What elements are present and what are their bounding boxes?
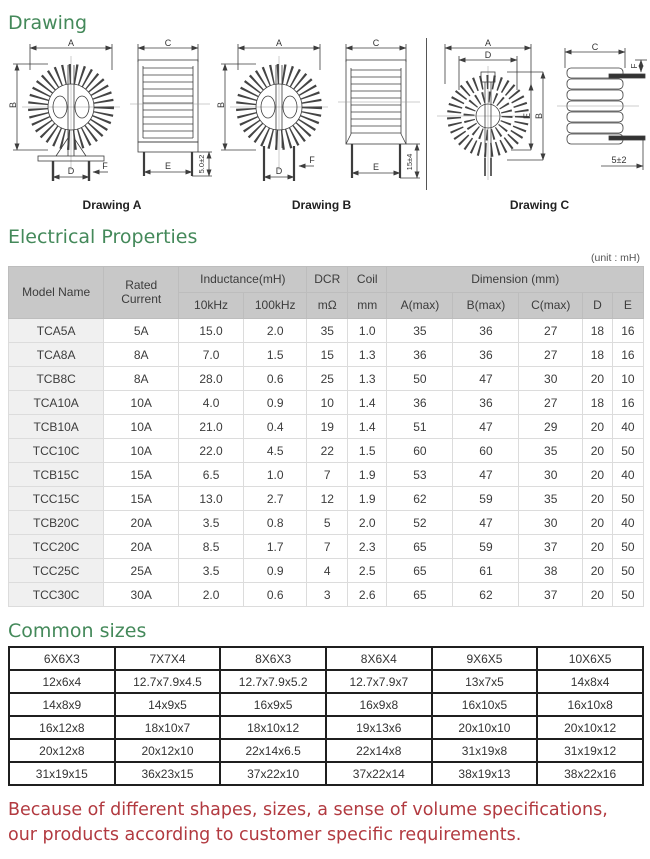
cell: 2.0: [179, 583, 244, 607]
cell: 22.0: [179, 439, 244, 463]
size-cell: 37x22x10: [220, 762, 326, 785]
cell: 21.0: [179, 415, 244, 439]
cell: 47: [453, 367, 519, 391]
drawing-group-c: [427, 38, 650, 212]
model-name-cell: TCC20C: [9, 535, 104, 559]
cell: 35: [519, 487, 583, 511]
cell: 1.4: [348, 415, 387, 439]
size-cell: 19x13x6: [326, 716, 432, 739]
cell: 2.0: [243, 319, 307, 343]
col-header-rated: Rated Current: [104, 267, 179, 319]
cell: 2.5: [348, 559, 387, 583]
cell: 0.8: [243, 511, 307, 535]
cell: 18: [582, 343, 612, 367]
model-name-cell: TCA8A: [9, 343, 104, 367]
cell: 16: [612, 391, 643, 415]
cell: 36: [453, 319, 519, 343]
model-name-cell: TCB15C: [9, 463, 104, 487]
cell: 35: [307, 319, 348, 343]
dim-label-d: D: [67, 166, 75, 176]
cell: 25: [307, 367, 348, 391]
cell: 47: [453, 511, 519, 535]
cell: 2.6: [348, 583, 387, 607]
dim-label-a: A: [484, 38, 492, 48]
cell: 18: [582, 391, 612, 415]
drawing-c-front-view: [427, 38, 551, 190]
cell: 19: [307, 415, 348, 439]
electrical-table: [8, 266, 644, 607]
drawing-b-views: [216, 38, 427, 190]
cell: 20: [582, 367, 612, 391]
drawing-c-side-view: [551, 38, 650, 190]
size-row: [9, 739, 643, 762]
col-header-model: Model Name: [9, 267, 104, 319]
cell: 20: [582, 415, 612, 439]
cell: 10A: [104, 439, 179, 463]
cell: 59: [453, 535, 519, 559]
cell: 20: [582, 439, 612, 463]
cell: 0.6: [243, 367, 307, 391]
cell: 50: [612, 535, 643, 559]
cell: 20: [582, 535, 612, 559]
col-header-d: D: [582, 293, 612, 319]
size-cell: 14x9x5: [115, 693, 221, 716]
model-name-cell: TCB8C: [9, 367, 104, 391]
size-cell: 14x8x9: [9, 693, 115, 716]
size-cell: 20x12x10: [115, 739, 221, 762]
dim-label-a: A: [275, 38, 283, 48]
size-cell: 20x12x8: [9, 739, 115, 762]
col-header-coil: Coil: [348, 267, 387, 293]
cell: 16: [612, 343, 643, 367]
dim-label-e: E: [522, 112, 532, 120]
cell: 15A: [104, 463, 179, 487]
model-name-cell: TCB10A: [9, 415, 104, 439]
drawing-b-side-view: [334, 38, 426, 190]
drawing-a-front-view: [8, 38, 126, 190]
size-cell: 31x19x8: [432, 739, 538, 762]
dim-label-b: B: [8, 101, 18, 109]
size-cell: 16x9x8: [326, 693, 432, 716]
table-row: [9, 319, 644, 343]
cell: 27: [519, 319, 583, 343]
table-row: [9, 463, 644, 487]
drawing-b-label: Drawing B: [291, 198, 352, 212]
cell: 50: [387, 367, 453, 391]
drawing-group-a: [8, 38, 216, 212]
col-header-amax: A(max): [387, 293, 453, 319]
cell: 8A: [104, 367, 179, 391]
cell: 1.5: [243, 343, 307, 367]
cell: 1.9: [348, 463, 387, 487]
cell: 60: [453, 439, 519, 463]
cell: 37: [519, 583, 583, 607]
cell: 65: [387, 583, 453, 607]
dim-label-b: B: [534, 112, 544, 120]
cell: 2.0: [348, 511, 387, 535]
size-cell: 31x19x15: [9, 762, 115, 785]
footer-note-line-2: our products according to customer specific requirements.: [8, 825, 522, 846]
common-sizes-table: [8, 646, 644, 786]
table-row: [9, 535, 644, 559]
size-cell: 16x10x5: [432, 693, 538, 716]
size-cell: 12.7x7.9x4.5: [115, 670, 221, 693]
cell: 1.7: [243, 535, 307, 559]
cell: 52: [387, 511, 453, 535]
cell: 50: [612, 487, 643, 511]
cell: 20: [582, 511, 612, 535]
col-header-dcr: DCR: [307, 267, 348, 293]
cell: 30: [519, 511, 583, 535]
dim-label-b: B: [216, 101, 226, 109]
col-header-bmax: B(max): [453, 293, 519, 319]
cell: 27: [519, 343, 583, 367]
table-row: [9, 439, 644, 463]
size-cell: 8X6X3: [220, 647, 326, 670]
dim-label-f: F: [630, 63, 639, 69]
cell: 7: [307, 463, 348, 487]
cell: 36: [453, 391, 519, 415]
dim-label-d: D: [275, 166, 283, 176]
cell: 20: [582, 463, 612, 487]
col-header-e: E: [612, 293, 643, 319]
cell: 38: [519, 559, 583, 583]
drawing-c-views: [427, 38, 650, 190]
cell: 7.0: [179, 343, 244, 367]
cell: 0.9: [243, 559, 307, 583]
unit-note: (unit : mH): [590, 252, 640, 264]
cell: 0.9: [243, 391, 307, 415]
drawing-heading: Drawing: [8, 12, 88, 34]
col-header-cmax: C(max): [519, 293, 583, 319]
cell: 37: [519, 535, 583, 559]
dim-label-c: C: [164, 38, 172, 48]
cell: 47: [453, 463, 519, 487]
model-name-cell: TCA5A: [9, 319, 104, 343]
table-row: [9, 415, 644, 439]
drawing-c-label: Drawing C: [509, 198, 570, 212]
cell: 36: [387, 391, 453, 415]
cell: 1.4: [348, 391, 387, 415]
dim-label-f: F: [102, 161, 108, 171]
table-row: [9, 559, 644, 583]
cell: 10: [612, 367, 643, 391]
size-cell: 37x22x14: [326, 762, 432, 785]
col-header-inductance: Inductance(mH): [179, 267, 307, 293]
cell: 30: [519, 367, 583, 391]
model-name-cell: TCC15C: [9, 487, 104, 511]
cell: 40: [612, 511, 643, 535]
table-row: [9, 343, 644, 367]
cell: 15: [307, 343, 348, 367]
cell: 65: [387, 535, 453, 559]
model-name-cell: TCC25C: [9, 559, 104, 583]
cell: 29: [519, 415, 583, 439]
footer-note: [8, 798, 642, 849]
size-cell: 20x10x12: [537, 716, 643, 739]
cell: 3.5: [179, 559, 244, 583]
table-row: [9, 367, 644, 391]
cell: 62: [387, 487, 453, 511]
cell: 62: [453, 583, 519, 607]
size-cell: 12.7x7.9x5.2: [220, 670, 326, 693]
dim-label-tol-a: 5.0±2: [197, 154, 206, 174]
size-cell: 18x10x7: [115, 716, 221, 739]
size-cell: 38x22x16: [537, 762, 643, 785]
cell: 18: [582, 319, 612, 343]
table-row: [9, 391, 644, 415]
dim-label-f: F: [309, 155, 315, 165]
cell: 40: [612, 463, 643, 487]
cell: 10A: [104, 391, 179, 415]
cell: 36: [453, 343, 519, 367]
drawing-a-side-view: [126, 38, 216, 190]
cell: 0.4: [243, 415, 307, 439]
drawing-a-views: [8, 38, 216, 190]
size-row: [9, 670, 643, 693]
cell: 1.3: [348, 343, 387, 367]
cell: 4.5: [243, 439, 307, 463]
size-cell: 20x10x10: [432, 716, 538, 739]
dim-label-e: E: [372, 162, 380, 172]
drawing-b-front-view: [216, 38, 334, 190]
cell: 25A: [104, 559, 179, 583]
cell: 61: [453, 559, 519, 583]
size-cell: 10X6X5: [537, 647, 643, 670]
size-cell: 16x10x8: [537, 693, 643, 716]
cell: 7: [307, 535, 348, 559]
size-cell: 8X6X4: [326, 647, 432, 670]
cell: 10A: [104, 415, 179, 439]
cell: 1.5: [348, 439, 387, 463]
cell: 0.6: [243, 583, 307, 607]
size-row: [9, 716, 643, 739]
size-row: [9, 762, 643, 785]
size-cell: 14x8x4: [537, 670, 643, 693]
size-cell: 16x12x8: [9, 716, 115, 739]
size-row: [9, 647, 643, 670]
col-header-10khz: 10kHz: [179, 293, 244, 319]
cell: 1.3: [348, 367, 387, 391]
cell: 20A: [104, 511, 179, 535]
model-name-cell: TCB20C: [9, 511, 104, 535]
cell: 60: [387, 439, 453, 463]
cell: 6.5: [179, 463, 244, 487]
cell: 12: [307, 487, 348, 511]
size-cell: 36x23x15: [115, 762, 221, 785]
dim-label-e: E: [164, 161, 172, 171]
table-row: [9, 487, 644, 511]
cell: 20: [582, 559, 612, 583]
size-cell: 16x9x5: [220, 693, 326, 716]
size-row: [9, 693, 643, 716]
size-cell: 31x19x12: [537, 739, 643, 762]
cell: 22: [307, 439, 348, 463]
cell: 20A: [104, 535, 179, 559]
cell: 20: [582, 583, 612, 607]
size-cell: 7X7X4: [115, 647, 221, 670]
common-sizes-heading: Common sizes: [8, 620, 147, 642]
size-cell: 38x19x13: [432, 762, 538, 785]
table-row: [9, 583, 644, 607]
dim-label-tol-c: 5±2: [611, 155, 627, 165]
cell: 1.0: [348, 319, 387, 343]
cell: 1.9: [348, 487, 387, 511]
cell: 2.7: [243, 487, 307, 511]
electrical-heading: Electrical Properties: [8, 226, 198, 248]
size-cell: 22x14x6.5: [220, 739, 326, 762]
col-header-dcr-unit: mΩ: [307, 293, 348, 319]
cell: 10: [307, 391, 348, 415]
drawing-a-label: Drawing A: [82, 198, 142, 212]
size-cell: 13x7x5: [432, 670, 538, 693]
cell: 5: [307, 511, 348, 535]
cell: 8A: [104, 343, 179, 367]
cell: 13.0: [179, 487, 244, 511]
cell: 15.0: [179, 319, 244, 343]
size-cell: 22x14x8: [326, 739, 432, 762]
cell: 35: [519, 439, 583, 463]
cell: 40: [612, 415, 643, 439]
cell: 36: [387, 343, 453, 367]
dim-label-d: D: [484, 50, 492, 60]
size-cell: 18x10x12: [220, 716, 326, 739]
cell: 59: [453, 487, 519, 511]
cell: 51: [387, 415, 453, 439]
cell: 2.3: [348, 535, 387, 559]
cell: 50: [612, 559, 643, 583]
cell: 20: [582, 487, 612, 511]
cell: 8.5: [179, 535, 244, 559]
cell: 3: [307, 583, 348, 607]
size-cell: 9X6X5: [432, 647, 538, 670]
footer-note-line-1: Because of different shapes, sizes, a sense of volume specifications,: [8, 800, 608, 820]
col-header-coil-unit: mm: [348, 293, 387, 319]
model-name-cell: TCC30C: [9, 583, 104, 607]
cell: 27: [519, 391, 583, 415]
size-cell: 12x6x4: [9, 670, 115, 693]
dim-label-tol-b: 15±4: [405, 153, 414, 171]
table-row: [9, 511, 644, 535]
cell: 30A: [104, 583, 179, 607]
model-name-cell: TCC10C: [9, 439, 104, 463]
cell: 30: [519, 463, 583, 487]
size-cell: 6X6X3: [9, 647, 115, 670]
cell: 4: [307, 559, 348, 583]
cell: 47: [453, 415, 519, 439]
cell: 50: [612, 583, 643, 607]
dim-label-c: C: [591, 42, 599, 52]
size-cell: 12.7x7.9x7: [326, 670, 432, 693]
drawing-group-b: [216, 38, 427, 212]
cell: 50: [612, 439, 643, 463]
drawings-row: [8, 38, 642, 212]
cell: 15A: [104, 487, 179, 511]
cell: 53: [387, 463, 453, 487]
cell: 5A: [104, 319, 179, 343]
dim-label-a: A: [67, 38, 75, 48]
cell: 35: [387, 319, 453, 343]
cell: 28.0: [179, 367, 244, 391]
cell: 4.0: [179, 391, 244, 415]
col-header-100khz: 100kHz: [243, 293, 307, 319]
dim-label-c: C: [372, 38, 380, 48]
cell: 65: [387, 559, 453, 583]
cell: 16: [612, 319, 643, 343]
col-header-dimension: Dimension (mm): [387, 267, 644, 293]
cell: 1.0: [243, 463, 307, 487]
model-name-cell: TCA10A: [9, 391, 104, 415]
cell: 3.5: [179, 511, 244, 535]
table-header-row-1: [9, 267, 644, 293]
